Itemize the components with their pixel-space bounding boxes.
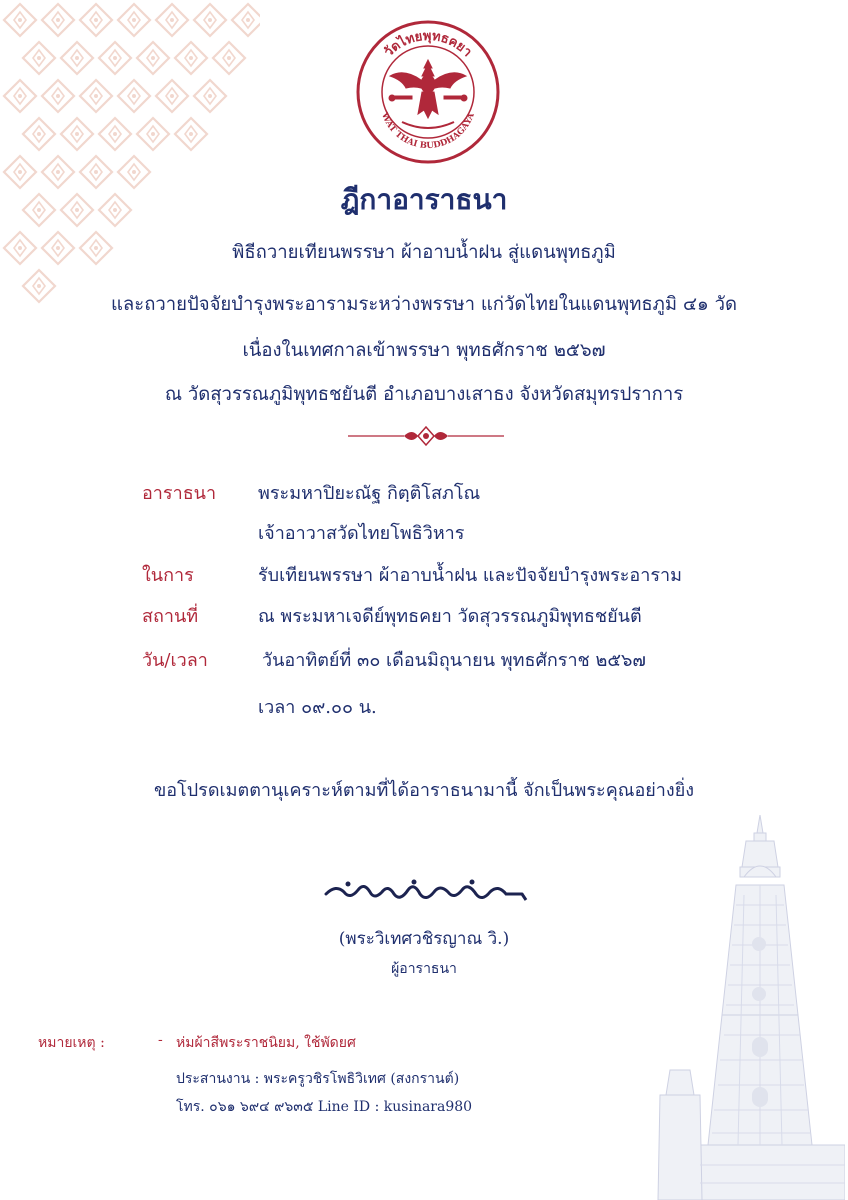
note-label: หมายเหตุ : bbox=[38, 1035, 105, 1051]
place-label: สถานที่ bbox=[142, 606, 199, 627]
pattern-flower bbox=[61, 42, 93, 74]
pattern-flower bbox=[99, 42, 131, 74]
pattern-flower bbox=[61, 118, 93, 150]
pattern-flower bbox=[156, 80, 188, 112]
pattern-flower bbox=[118, 80, 150, 112]
seal-text-bottom: WAT THAI BUDDHAGAYA bbox=[379, 111, 477, 152]
purpose-value: รับเทียนพรรษา ผ้าอาบน้ำฝน และปัจจัยบำรุงพระอาราม bbox=[258, 565, 682, 586]
header-line-venue: ณ วัดสุวรรณภูมิพุทธชยันตี อำเภอบางเสาธง จังหวัดสมุทรปราการ bbox=[164, 384, 684, 405]
pattern-flower bbox=[156, 4, 188, 36]
document-title: ฎีกาอาราธนา bbox=[340, 183, 508, 216]
invitee-position: เจ้าอาวาสวัดไทยโพธิวิหาร bbox=[258, 523, 465, 544]
contact-line: โทร. ๐๖๑ ๖๙๔ ๙๖๓๕ Line ID : kusinara980 bbox=[176, 1099, 473, 1115]
pattern-flower bbox=[80, 4, 112, 36]
pattern-flower bbox=[99, 118, 131, 150]
pattern-flower bbox=[137, 118, 169, 150]
pattern-flower bbox=[118, 4, 150, 36]
svg-text:วัดไทยพุทธคยา bbox=[382, 29, 475, 60]
pattern-flower bbox=[175, 118, 207, 150]
pattern-flower bbox=[4, 4, 36, 36]
date-value: วันอาทิตย์ที่ ๓๐ เดือนมิถุนายน พุทธศักราช ๒๕๖๗ bbox=[262, 650, 646, 671]
place-value: ณ พระมหาเจดีย์พุทธคยา วัดสุวรรณภูมิพุทธชยันตี bbox=[258, 606, 642, 627]
pattern-flower bbox=[23, 42, 55, 74]
invite-label: อาราธนา bbox=[142, 483, 217, 504]
mahabodhi-temple-illustration bbox=[640, 815, 845, 1200]
decorative-corner-pattern bbox=[0, 0, 260, 330]
pattern-flower bbox=[42, 80, 74, 112]
pattern-flower bbox=[4, 80, 36, 112]
closing-sentence: ขอโปรดเมตตานุเคราะห์ตามที่ได้อาราธนามานี้ จักเป็นพระคุณอย่างยิ่ง bbox=[153, 780, 695, 801]
pattern-flower bbox=[23, 118, 55, 150]
invitee-name: พระมหาปิยะณัฐ กิตฺติโสภโณ bbox=[258, 483, 481, 504]
coordinator-line: ประสานงาน : พระครูวชิรโพธิวิเทศ (สงกรานต์) bbox=[176, 1071, 460, 1087]
pattern-flower bbox=[194, 80, 226, 112]
temple-seal-logo bbox=[354, 18, 502, 166]
header-line-offering: และถวายปัจจัยบำรุงพระอารามระหว่างพรรษา แก่วัดไทยในแดนพุทธภูมิ ๔๑ วัด bbox=[111, 294, 737, 315]
note-item: ห่มผ้าสีพระราชนิยม, ใช้พัดยศ bbox=[176, 1035, 356, 1051]
pattern-flower bbox=[232, 4, 260, 36]
pattern-flower bbox=[213, 42, 245, 74]
datetime-label: วัน/เวลา bbox=[142, 650, 208, 671]
seal-text-top: วัดไทยพุทธคยา bbox=[381, 28, 475, 61]
header-line-occasion: เนื่องในเทศกาลเข้าพรรษา พุทธศักราช ๒๕๖๗ bbox=[242, 340, 606, 361]
pattern-flower bbox=[194, 4, 226, 36]
time-value: เวลา ๐๙.๐๐ น. bbox=[258, 697, 377, 718]
handwritten-signature bbox=[322, 870, 532, 912]
pattern-flower bbox=[80, 80, 112, 112]
header-line-ceremony: พิธีถวายเทียนพรรษา ผ้าอาบน้ำฝน สู่แดนพุทธภูมิ bbox=[232, 242, 616, 263]
pattern-flower bbox=[175, 42, 207, 74]
note-dash: - bbox=[158, 1032, 163, 1048]
pattern-flower bbox=[137, 42, 169, 74]
signatory-name: (พระวิเทศวชิรญาณ วิ.) bbox=[338, 929, 510, 949]
signatory-role: ผู้อาราธนา bbox=[391, 961, 457, 977]
pattern-flower bbox=[42, 4, 74, 36]
purpose-label: ในการ bbox=[142, 565, 194, 586]
ornamental-divider bbox=[346, 424, 506, 448]
